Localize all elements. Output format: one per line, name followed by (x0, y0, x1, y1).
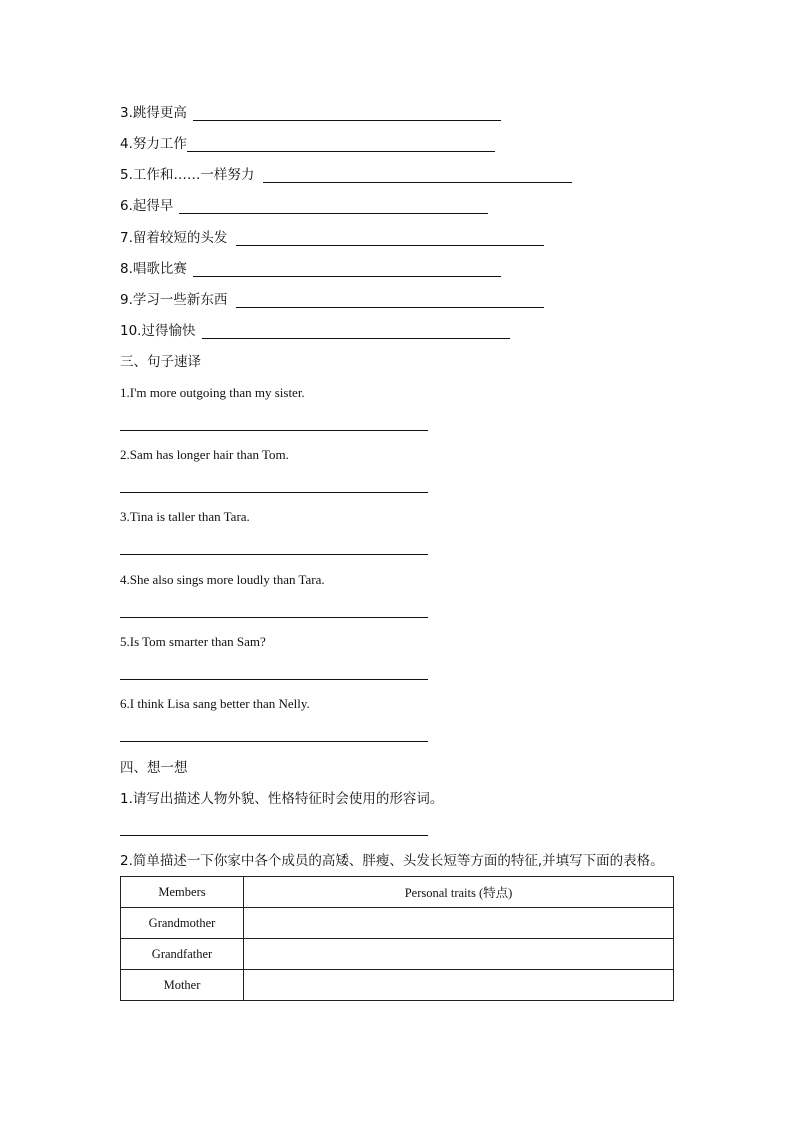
table-row (121, 908, 674, 939)
answer-blank[interactable] (187, 151, 495, 152)
answer-blank[interactable] (263, 182, 572, 183)
phrase-item-8 (120, 259, 187, 279)
answer-blank[interactable] (236, 245, 544, 246)
section-heading-4: 四、想一想 (120, 760, 188, 776)
answer-line-6[interactable] (120, 741, 428, 742)
traits-table (120, 876, 674, 1001)
question-adjectives: 1.请写出描述人物外貌、性格特征时会使用的形容词。 (120, 791, 444, 807)
traits-cell[interactable] (244, 939, 674, 970)
answer-line-4[interactable] (120, 617, 428, 618)
sentence-2: 2.Sam has longer hair than Tom. (120, 447, 289, 462)
answer-line-5[interactable] (120, 679, 428, 680)
sentence-3: 3.Tina is taller than Tara. (120, 509, 250, 524)
answer-line-3[interactable] (120, 554, 428, 555)
phrase-text: 6.起得早 (120, 198, 174, 214)
member-name: Grandfather (121, 939, 244, 970)
question-family-traits: 2.简单描述一下你家中各个成员的高矮、胖瘦、头发长短等方面的特征,并填写下面的表格。 (120, 853, 664, 869)
sentence-1: 1.I'm more outgoing than my sister. (120, 385, 305, 400)
phrase-item-3 (120, 103, 187, 123)
answer-line-2[interactable] (120, 492, 428, 493)
header-members: Members (121, 877, 244, 908)
phrase-item-9 (120, 290, 227, 310)
phrase-item-10 (120, 321, 195, 341)
answer-blank[interactable] (193, 120, 501, 121)
traits-cell[interactable] (244, 908, 674, 939)
sentence-5: 5.Is Tom smarter than Sam? (120, 634, 266, 649)
phrase-text: 3.跳得更高 (120, 105, 187, 121)
phrase-text: 5.工作和……一样努力 (120, 167, 255, 183)
section-heading-3: 三、句子速译 (120, 354, 201, 370)
phrase-text: 7.留着较短的头发 (120, 230, 228, 246)
table-row (121, 970, 674, 1001)
member-name: Grandmother (121, 908, 244, 939)
answer-blank[interactable] (202, 338, 510, 339)
traits-cell[interactable] (244, 970, 674, 1001)
answer-blank[interactable] (179, 213, 488, 214)
phrase-item-6 (120, 196, 173, 216)
phrase-text: 8.唱歌比赛 (120, 261, 187, 277)
phrase-item-7 (120, 228, 227, 248)
phrase-item-5 (120, 165, 254, 185)
table-row (121, 939, 674, 970)
answer-line-1[interactable] (120, 430, 428, 431)
member-name: Mother (121, 970, 244, 1001)
answer-blank[interactable] (193, 276, 501, 277)
header-personal-traits: Personal traits (特点) (244, 877, 674, 908)
answer-line-adjectives[interactable] (120, 835, 428, 836)
table-header-row (121, 877, 674, 908)
phrase-text: 9.学习一些新东西 (120, 292, 228, 308)
phrase-item-4 (120, 134, 187, 154)
sentence-6: 6.I think Lisa sang better than Nelly. (120, 696, 310, 711)
phrase-text: 10.过得愉快 (120, 323, 196, 339)
answer-blank[interactable] (236, 307, 544, 308)
phrase-text: 4.努力工作 (120, 136, 187, 152)
sentence-4: 4.She also sings more loudly than Tara. (120, 572, 325, 587)
